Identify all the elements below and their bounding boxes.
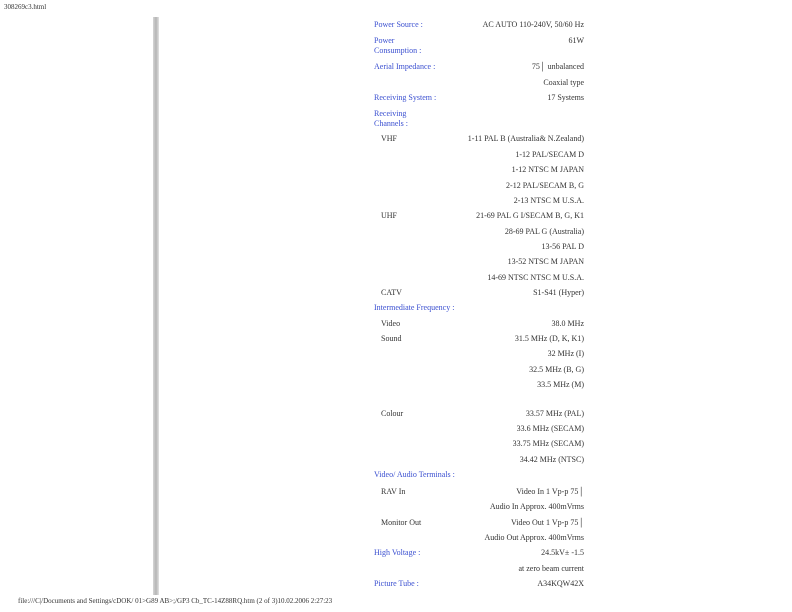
spec-label: High Voltage : xyxy=(374,548,421,557)
spec-label: Sound xyxy=(381,334,402,343)
spec-value: Video In 1 Vp-p 75│ xyxy=(516,487,584,496)
spec-value: 33.57 MHz (PAL) xyxy=(525,409,584,418)
spec-value: A34KQW42X xyxy=(537,579,584,588)
spec-value: 1-11 PAL B (Australia& N.Zealand) xyxy=(467,134,584,143)
spec-label: Video/ Audio Terminals : xyxy=(374,470,455,479)
spec-value: 75│ unbalanced xyxy=(531,62,584,71)
spec-value: 32 MHz (I) xyxy=(547,349,584,358)
spec-label: Picture Tube : xyxy=(374,579,419,588)
spec-value: AC AUTO 110-240V, 50/60 Hz xyxy=(482,20,584,29)
spec-value: 13-56 PAL D xyxy=(541,242,584,251)
spec-value: 33.5 MHz (M) xyxy=(537,380,584,389)
page-filename: 308269c3.html xyxy=(4,3,47,11)
spec-value: S1-S41 (Hyper) xyxy=(533,288,584,297)
spec-value: 61W xyxy=(568,36,584,45)
spec-value: 28-69 PAL G (Australia) xyxy=(504,227,584,236)
spec-label: Intermediate Frequency : xyxy=(374,303,455,312)
spec-label: Power Source : xyxy=(374,20,423,29)
spec-value: 17 Systems xyxy=(547,93,584,102)
spec-value: 14-69 NTSC NTSC M U.S.A. xyxy=(487,273,584,282)
spec-value: 32.5 MHz (B, G) xyxy=(529,365,584,374)
spec-label: Colour xyxy=(381,409,404,418)
spec-label: Receiving xyxy=(374,109,407,118)
spec-value: at zero beam current xyxy=(518,564,584,573)
spec-value: 2-13 NTSC M U.S.A. xyxy=(513,196,584,205)
spec-value: 2-12 PAL/SECAM B, G xyxy=(506,181,584,190)
spec-value: 24.5kV± -1.5 xyxy=(541,548,584,557)
spec-value: Coaxial type xyxy=(543,78,584,87)
spec-value: 34.42 MHz (NTSC) xyxy=(519,455,584,464)
spec-label: UHF xyxy=(381,211,398,220)
spec-label: VHF xyxy=(381,134,398,143)
spec-label: CATV xyxy=(381,288,402,297)
file-path-footer: file:///C|/Documents and Settings/cDOK/ 01>G89 AB>;/GP3 Cb_TC-14Z88RQ.htm (2 of 3)10.02.2006 2:27:23 xyxy=(18,597,333,605)
spec-value: 13-52 NTSC M JAPAN xyxy=(507,257,584,266)
spec-label: RAV In xyxy=(381,487,406,496)
spec-value: 1-12 PAL/SECAM D xyxy=(515,150,584,159)
spec-label: Consumption : xyxy=(374,46,422,55)
spec-value: Video Out 1 Vp-p 75│ xyxy=(510,518,584,527)
spec-value: 38.0 MHz xyxy=(551,319,584,328)
spec-label: Receiving System : xyxy=(374,93,437,102)
spec-value: Audio In Approx. 400mVrms xyxy=(489,502,584,511)
spec-value: 33.6 MHz (SECAM) xyxy=(516,424,584,433)
spec-value: 1-12 NTSC M JAPAN xyxy=(511,165,584,174)
spec-value: 33.75 MHz (SECAM) xyxy=(512,439,584,448)
spec-label: Power xyxy=(374,36,395,45)
spec-value: 31.5 MHz (D, K, K1) xyxy=(514,334,584,343)
spec-label: Video xyxy=(381,319,401,328)
spec-label: Monitor Out xyxy=(381,518,422,527)
vertical-divider xyxy=(153,17,159,595)
spec-label: Aerial Impedance : xyxy=(374,62,436,71)
spec-value: 21-69 PAL G I/SECAM B, G, K1 xyxy=(476,211,584,220)
spec-label: Channels : xyxy=(374,119,408,128)
spec-value: Audio Out Approx. 400mVrms xyxy=(484,533,584,542)
